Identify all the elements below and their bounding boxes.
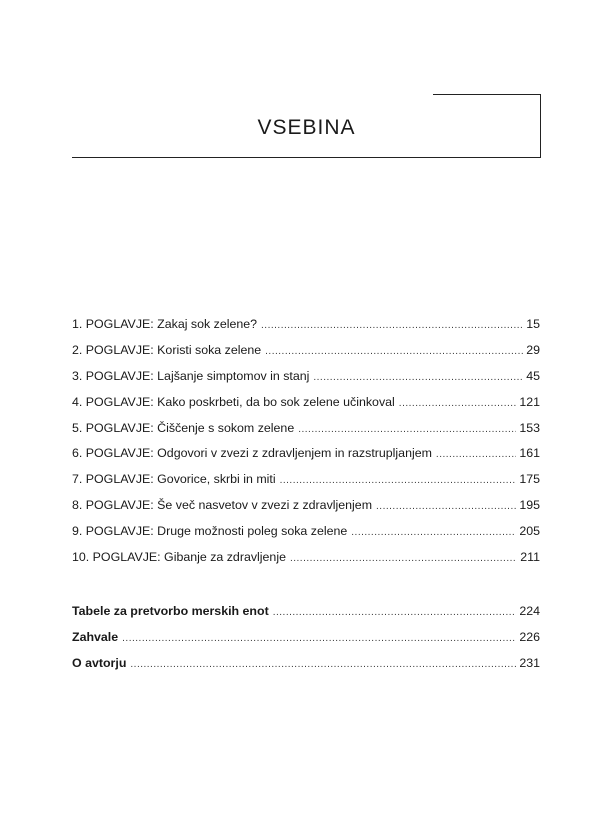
table-of-contents-appendices xyxy=(72,604,540,682)
dot-leader xyxy=(280,475,517,486)
toc-entry-chapter-8[interactable] xyxy=(72,498,540,524)
toc-entry-page-number: 161 xyxy=(519,446,540,461)
toc-entry-chapter-10[interactable] xyxy=(72,550,540,576)
dot-leader xyxy=(261,320,523,331)
toc-entry-chapter-2[interactable] xyxy=(72,343,540,369)
dot-leader xyxy=(298,424,516,435)
dot-leader xyxy=(313,372,523,383)
dot-leader xyxy=(376,501,516,512)
toc-entry-page-number: 15 xyxy=(526,317,540,331)
toc-entry-page-number: 226 xyxy=(519,629,540,644)
dot-leader xyxy=(290,553,517,564)
toc-entry-acknowledgements[interactable] xyxy=(72,630,540,656)
toc-entry-chapter-7[interactable] xyxy=(72,472,540,498)
toc-entry-page-number: 224 xyxy=(519,604,540,618)
toc-entry-chapter-3[interactable] xyxy=(72,369,540,395)
toc-entry-label: 2. POGLAVJE: Koristi soka zelene xyxy=(72,342,262,357)
heading-frame-top-line xyxy=(433,94,541,95)
toc-entry-page-number: 195 xyxy=(519,498,540,513)
toc-entry-page-number: 211 xyxy=(520,550,540,565)
toc-entry-label: 10. POGLAVJE: Gibanje za zdravljenje xyxy=(72,550,286,565)
toc-entry-chapter-6[interactable] xyxy=(72,446,540,472)
toc-entry-label: 3. POGLAVJE: Lajšanje simptomov in stanj xyxy=(72,368,310,383)
dot-leader xyxy=(399,398,517,409)
toc-entry-page-number: 121 xyxy=(519,394,540,409)
toc-entry-label: O avtorju xyxy=(72,655,127,670)
toc-entry-page-number: 45 xyxy=(526,368,540,383)
toc-entry-page-number: 231 xyxy=(519,655,540,670)
dot-leader xyxy=(351,527,516,538)
page-title: VSEBINA xyxy=(257,116,356,139)
toc-entry-label: Tabele za pretvorbo merskih enot xyxy=(72,604,269,618)
dot-leader xyxy=(122,633,516,644)
heading-frame-bottom-line xyxy=(72,157,541,158)
dot-leader xyxy=(436,449,516,460)
toc-entry-about-author[interactable] xyxy=(72,656,540,682)
toc-entry-label: 4. POGLAVJE: Kako poskrbeti, da bo sok zelene učinkoval xyxy=(72,394,395,409)
toc-entry-page-number: 153 xyxy=(519,420,540,435)
dot-leader xyxy=(265,346,523,357)
toc-entry-chapter-1[interactable] xyxy=(72,317,540,343)
toc-entry-label: 8. POGLAVJE: Še več nasvetov v zvezi z zdravljenjem xyxy=(72,498,373,513)
dot-leader xyxy=(273,607,517,618)
toc-entry-chapter-4[interactable] xyxy=(72,395,540,421)
toc-entry-page-number: 205 xyxy=(519,524,540,539)
toc-entry-label: 6. POGLAVJE: Odgovori v zvezi z zdravljenjem in razstrupljanjem xyxy=(72,446,432,461)
toc-entry-label: 5. POGLAVJE: Čiščenje s sokom zelene xyxy=(72,420,295,435)
toc-entry-label: Zahvale xyxy=(72,629,119,644)
toc-entry-page-number: 29 xyxy=(526,342,540,357)
toc-entry-page-number: 175 xyxy=(519,472,540,487)
toc-entry-label: 9. POGLAVJE: Druge možnosti poleg soka zelene xyxy=(72,524,348,539)
toc-entry-conversion-tables[interactable] xyxy=(72,604,540,630)
toc-entry-chapter-5[interactable] xyxy=(72,421,540,447)
dot-leader xyxy=(130,659,516,670)
toc-entry-chapter-9[interactable] xyxy=(72,524,540,550)
table-of-contents xyxy=(72,317,540,576)
toc-entry-label: 1. POGLAVJE: Zakaj sok zelene? xyxy=(72,317,258,331)
toc-entry-label: 7. POGLAVJE: Govorice, skrbi in miti xyxy=(72,472,276,487)
